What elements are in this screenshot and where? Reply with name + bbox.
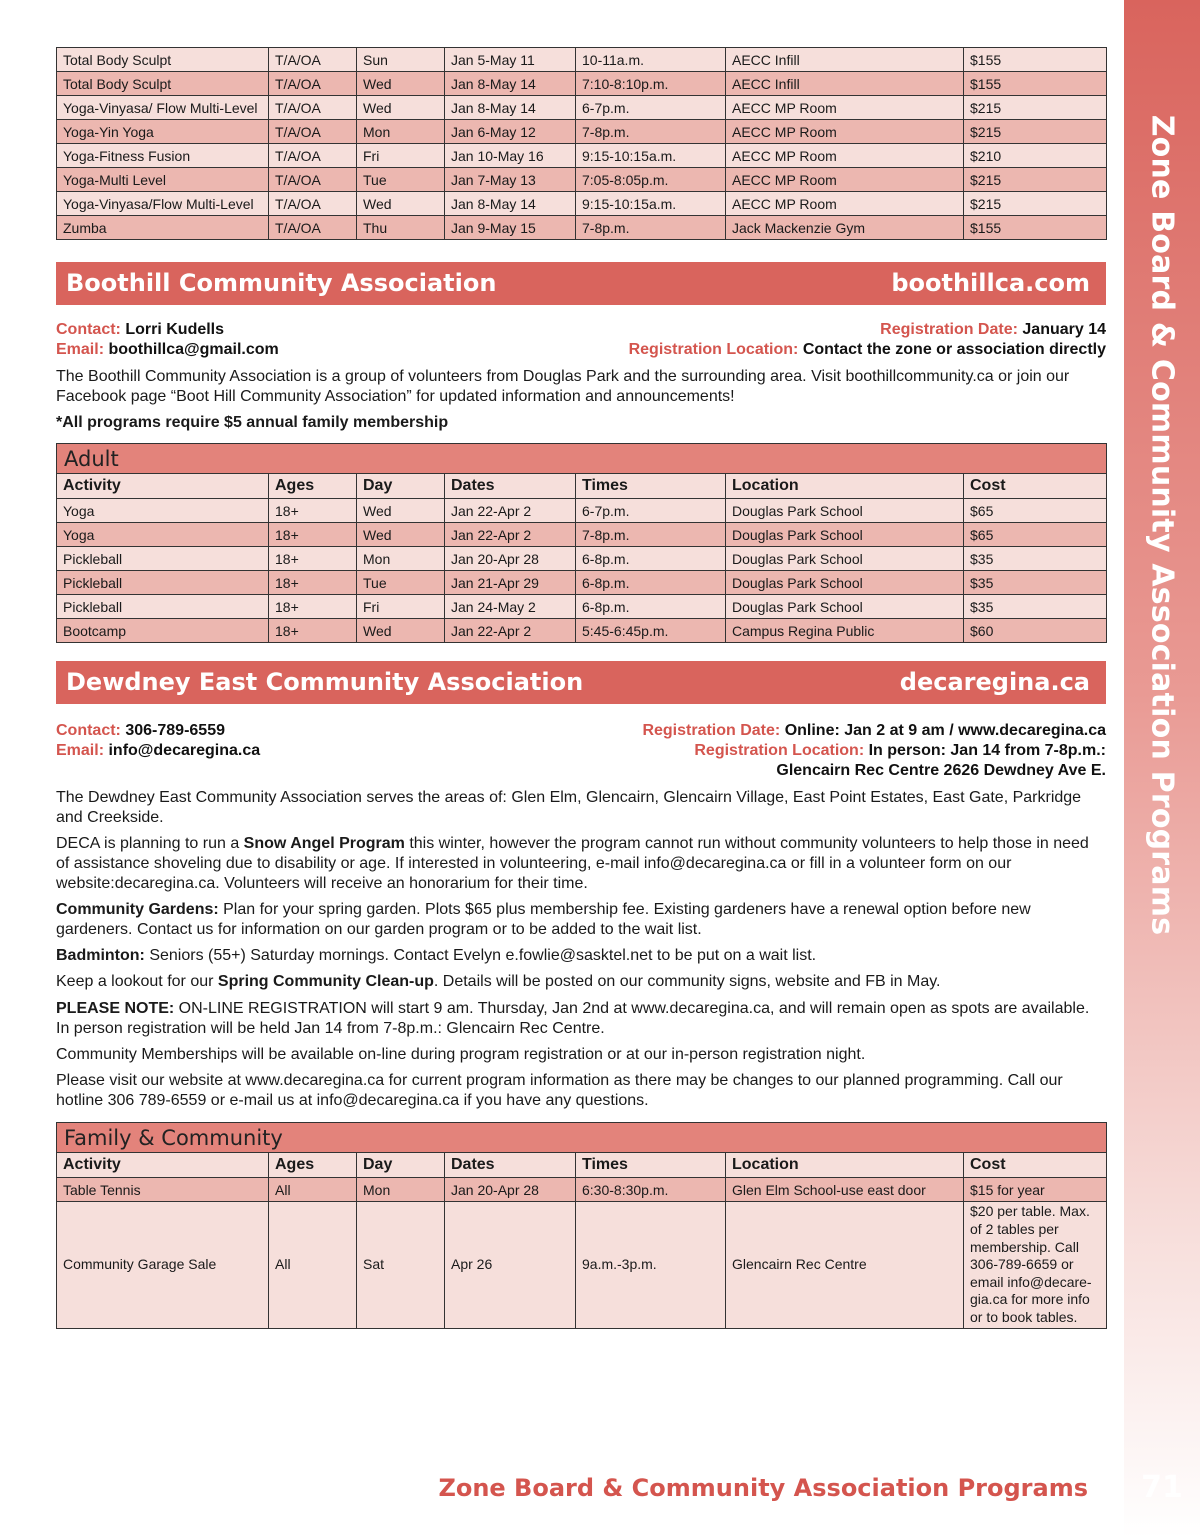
table-row — [57, 216, 1107, 240]
cell-location: Jack Mackenzie Gym — [726, 216, 964, 240]
cell-activity: Pickleball — [57, 595, 269, 619]
col-ages: Ages — [269, 1153, 357, 1178]
cell-activity: Pickleball — [57, 571, 269, 595]
table-row — [57, 168, 1107, 192]
cell-day: Wed — [357, 499, 445, 523]
cell-day: Wed — [357, 72, 445, 96]
cell-ages: T/A/OA — [269, 168, 357, 192]
cell-activity: Yoga-Fitness Fusion — [57, 144, 269, 168]
reg-location-value: Contact the zone or association directly — [802, 341, 1106, 358]
deca-paragraph-cleanup — [56, 972, 1106, 992]
col-cost: Cost — [964, 474, 1107, 499]
cell-cost: $215 — [964, 168, 1107, 192]
deca-paragraph-memberships: Community Memberships will be available on-line during program registration or at our in-person registration night. — [56, 1046, 866, 1063]
cell-times: 7-8p.m. — [576, 120, 726, 144]
reg-date-value: January 14 — [1022, 321, 1106, 338]
cell-cost: $65 — [964, 523, 1107, 547]
cell-dates: Jan 20-Apr 28 — [445, 547, 576, 571]
cell-activity: Bootcamp — [57, 619, 269, 643]
cell-dates: Jan 5-May 11 — [445, 48, 576, 72]
deca-contact-info — [56, 722, 1106, 782]
cell-day: Tue — [357, 168, 445, 192]
cell-activity: Yoga — [57, 499, 269, 523]
reg-date-label: Registration Date: — [642, 722, 781, 739]
cell-dates: Jan 6-May 12 — [445, 120, 576, 144]
email-label: Email: — [56, 341, 105, 358]
cell-location: AECC Infill — [726, 72, 964, 96]
cell-cost: $155 — [964, 216, 1107, 240]
col-dates: Dates — [445, 474, 576, 499]
table-row — [57, 120, 1107, 144]
cell-day: Wed — [357, 192, 445, 216]
col-day: Day — [357, 474, 445, 499]
cell-ages: T/A/OA — [269, 192, 357, 216]
category-adult: Adult — [57, 444, 1107, 474]
col-times: Times — [576, 474, 726, 499]
col-location: Location — [726, 474, 964, 499]
cell-cost: $20 per table. Max. of 2 tables per membership. Call 306-789-6659 or email info@decare-gia.ca for more info or to book tables. — [964, 1202, 1107, 1329]
text: DECA is planning to run a — [56, 835, 244, 852]
cell-day: Wed — [357, 96, 445, 120]
deca-paragraph-website: Please visit our website at www.decaregina.ca for current program information as there may be changes to our planned programming. Call our hotline 306 789-6559 or e-mail us at info@decaregina.ca if you have any questions. — [56, 1072, 1063, 1109]
cell-times: 6-8p.m. — [576, 571, 726, 595]
deca-paragraph-snow-angel — [56, 834, 1106, 894]
cell-ages: T/A/OA — [269, 96, 357, 120]
reg-location-value: In person: Jan 14 from 7-8p.m.: — [868, 742, 1106, 759]
email-link[interactable]: boothillca@gmail.com — [108, 341, 279, 358]
cell-cost: $35 — [964, 571, 1107, 595]
cell-day: Thu — [357, 216, 445, 240]
table-row — [57, 144, 1107, 168]
text-bold: Spring Community Clean-up — [217, 973, 434, 990]
reg-location-label: Registration Location: — [694, 742, 865, 759]
text-bold: Community Gardens: — [56, 901, 219, 918]
boothill-banner — [56, 262, 1106, 305]
reg-date-value: Online: Jan 2 at 9 am / www.decaregina.ca — [784, 722, 1106, 739]
contact-value: 306-789-6559 — [125, 722, 225, 739]
deca-table-body — [57, 1178, 1107, 1329]
cell-activity: Yoga-Vinyasa/Flow Multi-Level — [57, 192, 269, 216]
deca-banner — [56, 661, 1106, 704]
table-row — [57, 595, 1107, 619]
cell-day: Wed — [357, 619, 445, 643]
cell-times: 6-7p.m. — [576, 96, 726, 120]
boothill-url[interactable]: boothillca.com — [891, 269, 1090, 297]
cell-activity: Yoga-Multi Level — [57, 168, 269, 192]
cell-location: AECC MP Room — [726, 96, 964, 120]
cell-times: 6-8p.m. — [576, 595, 726, 619]
cell-location: AECC Infill — [726, 48, 964, 72]
cell-dates: Jan 21-Apr 29 — [445, 571, 576, 595]
cell-day: Sat — [357, 1202, 445, 1329]
contact-label: Contact: — [56, 321, 121, 338]
cell-activity: Pickleball — [57, 547, 269, 571]
cell-cost: $35 — [964, 547, 1107, 571]
cell-cost: $155 — [964, 72, 1107, 96]
category-family-community: Family & Community — [57, 1123, 1107, 1153]
cell-times: 7-8p.m. — [576, 523, 726, 547]
cell-dates: Jan 20-Apr 28 — [445, 1178, 576, 1202]
text: . Details will be posted on our community signs, website and FB in May. — [433, 973, 941, 990]
cell-day: Sun — [357, 48, 445, 72]
col-cost: Cost — [964, 1153, 1107, 1178]
cell-ages: T/A/OA — [269, 216, 357, 240]
cell-activity: Zumba — [57, 216, 269, 240]
deca-paragraph-badminton — [56, 946, 1106, 966]
col-location: Location — [726, 1153, 964, 1178]
col-times: Times — [576, 1153, 726, 1178]
cell-cost: $215 — [964, 96, 1107, 120]
cell-dates: Jan 22-Apr 2 — [445, 523, 576, 547]
cell-activity: Table Tennis — [57, 1178, 269, 1202]
cell-times: 6-7p.m. — [576, 499, 726, 523]
page-number: 71 — [1141, 1470, 1183, 1505]
cell-activity: Total Body Sculpt — [57, 72, 269, 96]
boothill-adult-table — [56, 443, 1106, 643]
cell-times: 9:15-10:15a.m. — [576, 144, 726, 168]
cell-times: 6:30-8:30p.m. — [576, 1178, 726, 1202]
cell-activity: Yoga-Yin Yoga — [57, 120, 269, 144]
cell-location: Douglas Park School — [726, 595, 964, 619]
cell-times: 7-8p.m. — [576, 216, 726, 240]
table-row — [57, 48, 1107, 72]
cell-location: AECC MP Room — [726, 120, 964, 144]
cell-day: Tue — [357, 571, 445, 595]
cell-cost: $215 — [964, 120, 1107, 144]
cell-location: AECC MP Room — [726, 144, 964, 168]
cell-dates: Jan 8-May 14 — [445, 192, 576, 216]
boothill-table-body — [57, 499, 1107, 643]
cell-cost: $215 — [964, 192, 1107, 216]
cell-dates: Apr 26 — [445, 1202, 576, 1329]
cell-day: Fri — [357, 144, 445, 168]
deca-url[interactable]: decaregina.ca — [899, 668, 1090, 696]
cell-location: Douglas Park School — [726, 499, 964, 523]
reg-location-label: Registration Location: — [628, 341, 799, 358]
cell-location: AECC MP Room — [726, 168, 964, 192]
col-day: Day — [357, 1153, 445, 1178]
table-row — [57, 192, 1107, 216]
side-banner-title: Zone Board & Community Association Programs — [1144, 114, 1180, 936]
text: Keep a lookout for our — [56, 973, 218, 990]
cell-ages: T/A/OA — [269, 144, 357, 168]
cell-dates: Jan 8-May 14 — [445, 96, 576, 120]
table-row — [57, 571, 1107, 595]
cell-times: 10-11a.m. — [576, 48, 726, 72]
cell-ages: T/A/OA — [269, 72, 357, 96]
deca-paragraph-please-note — [56, 999, 1106, 1039]
cell-location: Glen Elm School-use east door — [726, 1178, 964, 1202]
cell-times: 7:05-8:05p.m. — [576, 168, 726, 192]
table-row — [57, 523, 1107, 547]
cell-location: AECC MP Room — [726, 192, 964, 216]
cell-ages: All — [269, 1178, 357, 1202]
cell-ages: 18+ — [269, 619, 357, 643]
cell-day: Wed — [357, 523, 445, 547]
cell-ages: 18+ — [269, 595, 357, 619]
deca-paragraph-gardens — [56, 900, 1106, 940]
cell-location: Douglas Park School — [726, 547, 964, 571]
footer-title: Zone Board & Community Association Programs — [438, 1474, 1088, 1502]
cell-day: Fri — [357, 595, 445, 619]
cell-location: Douglas Park School — [726, 571, 964, 595]
cell-day: Mon — [357, 1178, 445, 1202]
text: this winter, however the program cannot run without community volunteers to help those in need of assistance shoveling due to disability or age. If interested in volunteering, e-mail info@decaregina.ca or fill in a volunteer form on our website:decaregina.ca. Volunteers will receive an honorarium for their time. — [56, 835, 1089, 892]
contact-label: Contact: — [56, 722, 121, 739]
cell-ages: All — [269, 1202, 357, 1329]
cell-ages: 18+ — [269, 499, 357, 523]
text: Plan for your spring garden. Plots $65 plus membership fee. Existing gardeners have a renewal option before new gardeners. Contact us for information on our garden program or to be added to the wait list. — [56, 901, 1031, 938]
text-bold: Badminton: — [56, 947, 145, 964]
col-activity: Activity — [57, 474, 269, 499]
cell-dates: Jan 22-Apr 2 — [445, 499, 576, 523]
col-ages: Ages — [269, 474, 357, 499]
email-link[interactable]: info@decaregina.ca — [108, 742, 261, 759]
top-table-body — [57, 48, 1107, 240]
boothill-contact-info — [56, 321, 1106, 361]
contact-value: Lorri Kudells — [125, 321, 225, 338]
cell-dates: Jan 7-May 13 — [445, 168, 576, 192]
cell-ages: T/A/OA — [269, 120, 357, 144]
cell-cost: $15 for year — [964, 1178, 1107, 1202]
cell-ages: 18+ — [269, 523, 357, 547]
cell-cost: $60 — [964, 619, 1107, 643]
cell-location: Douglas Park School — [726, 523, 964, 547]
cell-times: 5:45-6:45p.m. — [576, 619, 726, 643]
top-program-table — [56, 47, 1106, 240]
cell-cost: $210 — [964, 144, 1107, 168]
table-row — [57, 1178, 1107, 1202]
cell-times: 9:15-10:15a.m. — [576, 192, 726, 216]
cell-dates: Jan 22-Apr 2 — [445, 619, 576, 643]
cell-times: 6-8p.m. — [576, 547, 726, 571]
cell-dates: Jan 24-May 2 — [445, 595, 576, 619]
cell-dates: Jan 8-May 14 — [445, 72, 576, 96]
cell-dates: Jan 9-May 15 — [445, 216, 576, 240]
cell-ages: 18+ — [269, 571, 357, 595]
col-activity: Activity — [57, 1153, 269, 1178]
cell-dates: Jan 10-May 16 — [445, 144, 576, 168]
cell-times: 7:10-8:10p.m. — [576, 72, 726, 96]
cell-activity: Yoga — [57, 523, 269, 547]
col-dates: Dates — [445, 1153, 576, 1178]
table-row — [57, 547, 1107, 571]
cell-activity: Total Body Sculpt — [57, 48, 269, 72]
deca-family-table — [56, 1122, 1106, 1329]
boothill-description: The Boothill Community Association is a group of volunteers from Douglas Park and the surrounding area. Visit boothillcommunity.ca or join our Facebook page “Boot Hill Community Association” for updated information and announcements! — [56, 368, 1070, 405]
cell-cost: $65 — [964, 499, 1107, 523]
cell-activity: Yoga-Vinyasa/ Flow Multi-Level — [57, 96, 269, 120]
cell-cost: $35 — [964, 595, 1107, 619]
cell-cost: $155 — [964, 48, 1107, 72]
cell-day: Mon — [357, 120, 445, 144]
cell-location: Campus Regina Public — [726, 619, 964, 643]
boothill-title: Boothill Community Association — [66, 269, 497, 297]
reg-location-value-2: Glencairn Rec Centre 2626 Dewdney Ave E. — [776, 762, 1106, 779]
reg-date-label: Registration Date: — [880, 321, 1018, 338]
boothill-membership-note: *All programs require $5 annual family membership — [56, 414, 449, 431]
deca-title: Dewdney East Community Association — [66, 668, 584, 696]
text-bold: Snow Angel Program — [243, 835, 405, 852]
cell-day: Mon — [357, 547, 445, 571]
cell-ages: 18+ — [269, 547, 357, 571]
email-label: Email: — [56, 742, 105, 759]
table-row — [57, 499, 1107, 523]
table-row — [57, 1202, 1107, 1329]
cell-ages: T/A/OA — [269, 48, 357, 72]
cell-location: Glencairn Rec Centre — [726, 1202, 964, 1329]
table-row — [57, 619, 1107, 643]
text-bold: PLEASE NOTE: — [56, 1000, 175, 1017]
deca-paragraph-areas: The Dewdney East Community Association serves the areas of: Glen Elm, Glencairn, Glencairn Village, East Point Estates, East Gate, Parkridge and Creekside. — [56, 789, 1082, 826]
cell-times: 9a.m.-3p.m. — [576, 1202, 726, 1329]
table-row — [57, 96, 1107, 120]
cell-activity: Community Garage Sale — [57, 1202, 269, 1329]
text: ON-LINE REGISTRATION will start 9 am. Thursday, Jan 2nd at www.decaregina.ca, and will remain open as spots are available. In person registration will be held Jan 14 from 7-8p.m.: Glencairn Rec Centre. — [56, 1000, 1090, 1037]
text: Seniors (55+) Saturday mornings. Contact Evelyn e.fowlie@sasktel.net to be put on a wait list. — [144, 947, 817, 964]
table-row — [57, 72, 1107, 96]
